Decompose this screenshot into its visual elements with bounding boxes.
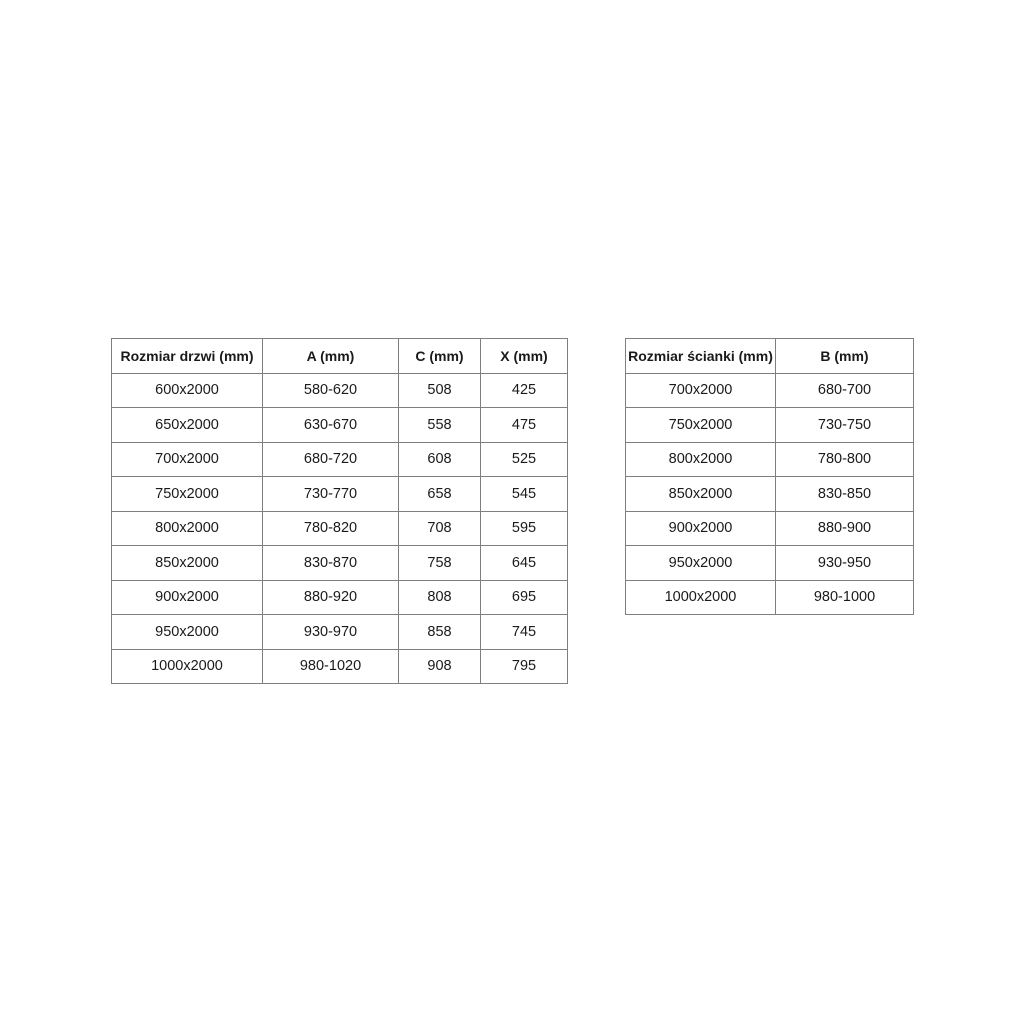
table-row	[112, 511, 568, 546]
column-header: C (mm)	[399, 339, 481, 374]
column-header: Rozmiar drzwi (mm)	[112, 339, 263, 374]
table-cell: 858	[399, 615, 481, 650]
table-cell: 850x2000	[112, 546, 263, 581]
table-cell: 700x2000	[112, 442, 263, 477]
table-cell: 980-1000	[776, 580, 914, 615]
table-cell: 780-800	[776, 442, 914, 477]
table-row	[112, 373, 568, 408]
table-cell: 580-620	[263, 373, 399, 408]
table-cell: 645	[481, 546, 568, 581]
table-cell: 900x2000	[626, 511, 776, 546]
table-cell: 508	[399, 373, 481, 408]
table-cell: 680-720	[263, 442, 399, 477]
table-cell: 830-850	[776, 477, 914, 512]
table-cell: 880-900	[776, 511, 914, 546]
header-row	[112, 339, 568, 374]
table-cell: 745	[481, 615, 568, 650]
wall-panel-size-table-header	[626, 339, 914, 374]
table-cell: 808	[399, 580, 481, 615]
table-cell: 600x2000	[112, 373, 263, 408]
table-cell: 708	[399, 511, 481, 546]
table-cell: 908	[399, 649, 481, 684]
table-cell: 475	[481, 408, 568, 443]
table-cell: 525	[481, 442, 568, 477]
table-cell: 680-700	[776, 373, 914, 408]
table-cell: 700x2000	[626, 373, 776, 408]
table-row	[112, 408, 568, 443]
table-row	[626, 511, 914, 546]
table-cell: 695	[481, 580, 568, 615]
table-cell: 425	[481, 373, 568, 408]
table-cell: 545	[481, 477, 568, 512]
table-row	[626, 408, 914, 443]
table-cell: 730-770	[263, 477, 399, 512]
table-row	[112, 580, 568, 615]
table-cell: 950x2000	[626, 546, 776, 581]
wall-panel-size-table-body	[626, 373, 914, 615]
table-cell: 930-950	[776, 546, 914, 581]
table-row	[626, 580, 914, 615]
wall-panel-size-table	[625, 338, 914, 615]
table-cell: 850x2000	[626, 477, 776, 512]
table-cell: 830-870	[263, 546, 399, 581]
table-cell: 558	[399, 408, 481, 443]
table-cell: 758	[399, 546, 481, 581]
column-header: X (mm)	[481, 339, 568, 374]
table-row	[112, 442, 568, 477]
table-cell: 950x2000	[112, 615, 263, 650]
door-size-table	[111, 338, 568, 684]
table-row	[626, 477, 914, 512]
table-cell: 800x2000	[112, 511, 263, 546]
table-cell: 800x2000	[626, 442, 776, 477]
table-cell: 795	[481, 649, 568, 684]
table-row	[112, 649, 568, 684]
table-cell: 750x2000	[626, 408, 776, 443]
column-header: A (mm)	[263, 339, 399, 374]
table-cell: 595	[481, 511, 568, 546]
table-cell: 730-750	[776, 408, 914, 443]
table-cell: 780-820	[263, 511, 399, 546]
table-row	[112, 477, 568, 512]
table-cell: 930-970	[263, 615, 399, 650]
table-cell: 608	[399, 442, 481, 477]
table-cell: 650x2000	[112, 408, 263, 443]
column-header: Rozmiar ścianki (mm)	[626, 339, 776, 374]
table-cell: 658	[399, 477, 481, 512]
door-size-table-header	[112, 339, 568, 374]
table-cell: 900x2000	[112, 580, 263, 615]
header-row	[626, 339, 914, 374]
column-header: B (mm)	[776, 339, 914, 374]
table-row	[626, 546, 914, 581]
table-row	[112, 546, 568, 581]
table-cell: 880-920	[263, 580, 399, 615]
table-cell: 980-1020	[263, 649, 399, 684]
table-row	[112, 615, 568, 650]
table-cell: 1000x2000	[626, 580, 776, 615]
table-cell: 1000x2000	[112, 649, 263, 684]
table-row	[626, 373, 914, 408]
table-cell: 630-670	[263, 408, 399, 443]
door-size-table-body	[112, 373, 568, 684]
table-row	[626, 442, 914, 477]
table-cell: 750x2000	[112, 477, 263, 512]
